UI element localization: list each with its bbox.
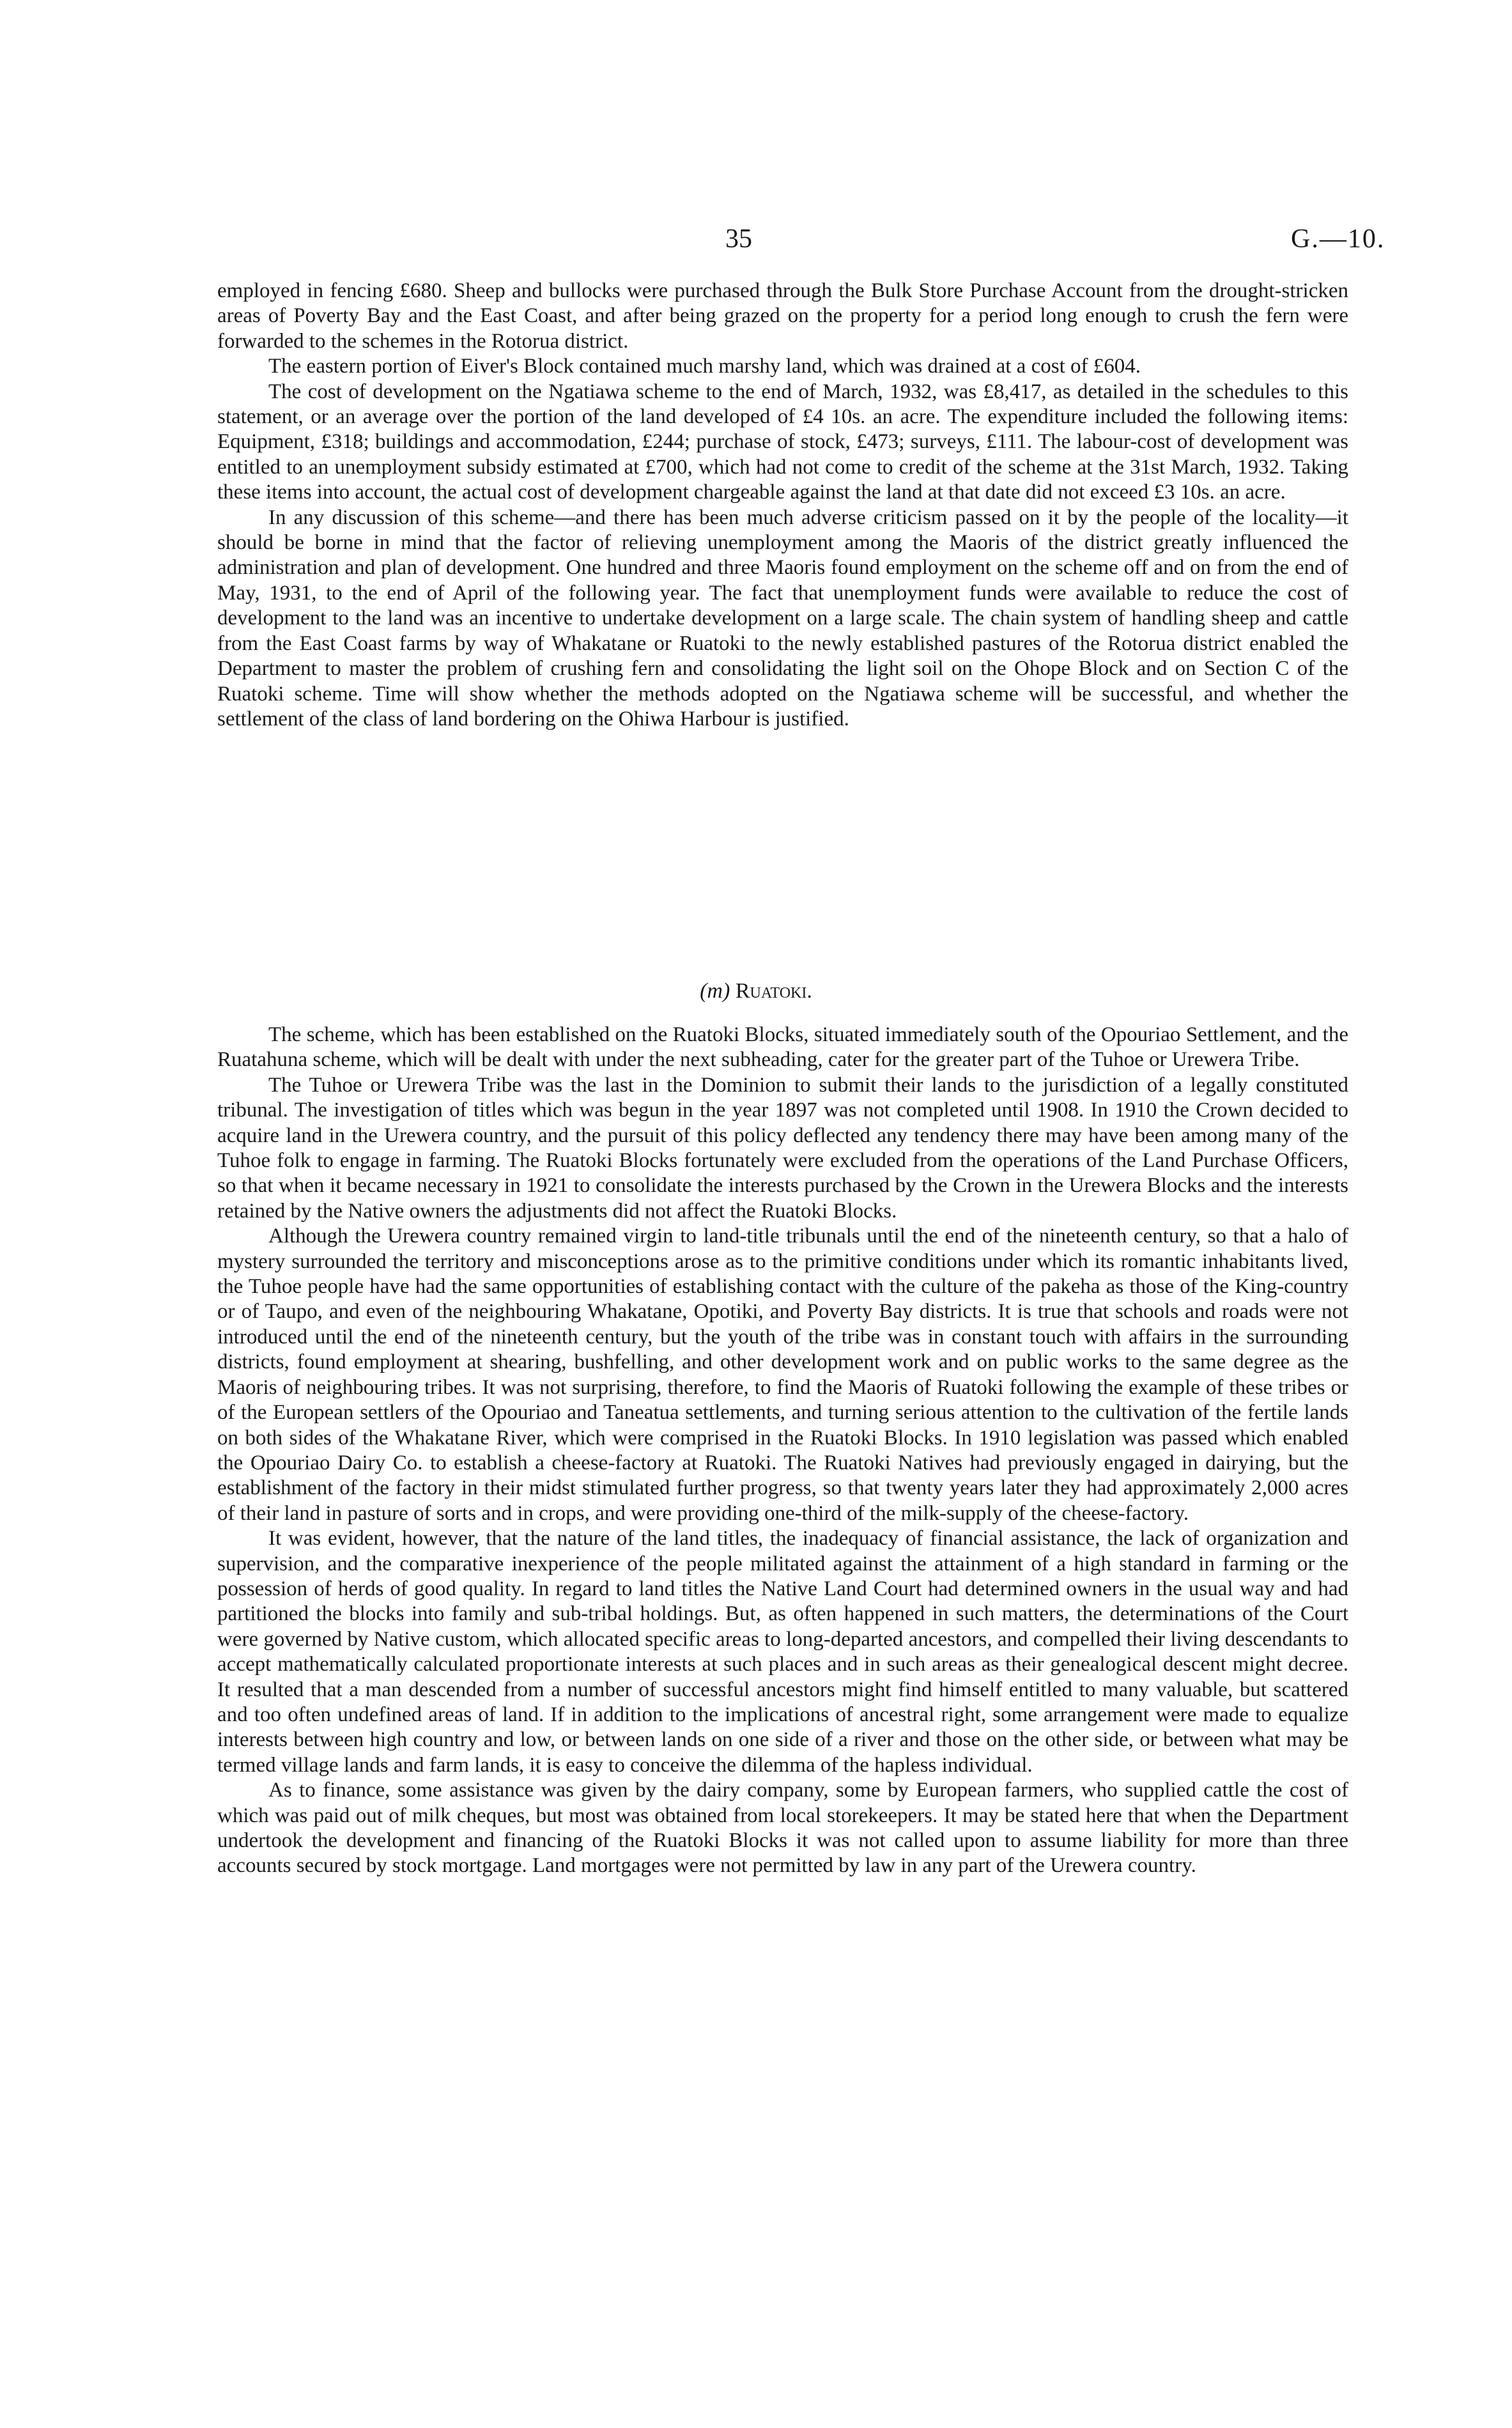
ruatoki-section-body: [217, 1023, 1348, 1879]
paragraph: Although the Urewera country remained virgin to land-title tribunals until the end of the nineteenth century, so that a halo of mystery surrounded the territory and misconceptions arose as to the primitive conditions under which its romantic inhabitants lived, the Tuhoe people have had the same opportunities of establishing contact with the culture of the pakeha as those of the King-country or of Taupo, and even of the neighbouring Whakatane, Opotiki, and Poverty Bay districts. It is true that schools and roads were not introduced until the end of the nineteenth century, but the youth of the tribe was in constant touch with affairs in the surrounding districts, found employment at shearing, bushfelling, and other development work and on public works to the same degree as the Maoris of neighbouring tribes. It was not surprising, therefore, to find the Maoris of Ruatoki following the example of these tribes or of the European settlers of the Opouriao and Taneatua settlements, and turning serious attention to the cultivation of the fertile lands on both sides of the Whakatane River, which were comprised in the Ruatoki Blocks. In 1910 legislation was passed which enabled the Opouriao Dairy Co. to establish a cheese-factory at Ruatoki. The Ruatoki Natives had previously engaged in dairying, but the establishment of the factory in their midst stimulated further progress, so that twenty years later they had approximately 2,000 acres of their land in pasture of sorts and in crops, and were providing one-third of the milk-supply of the cheese-factory.: [217, 1225, 1348, 1525]
paragraph: As to finance, some assistance was given by the dairy company, some by European farmers, who supplied cattle the cost of which was paid out of milk cheques, but most was obtained from local storekeepers. It may be stated here that when the Department undertook the development and financing of the Ruatoki Blocks it was not called upon to assume liability for more than three accounts secured by stock mortgage. Land mortgages were not permitted by law in any part of the Urewera country.: [217, 1779, 1348, 1878]
paragraph: The scheme, which has been established on the Ruatoki Blocks, situated immediately south of the Opouriao Settlement, and the Ruatahuna scheme, which will be dealt with under the next subheading, cater for the greater part of the Tuhoe or Urewera Tribe.: [217, 1023, 1348, 1072]
section-letter: (m): [700, 979, 730, 1003]
ngatiawa-section-body: [217, 279, 1348, 732]
paragraph: The eastern portion of Eiver's Block contained much marshy land, which was drained at a cost of £604.: [268, 355, 1141, 378]
paragraph: The Tuhoe or Urewera Tribe was the last in the Dominion to submit their lands to the jurisdiction of a legally constituted tribunal. The investigation of titles which was begun in the year 1897 was not completed until 1908. In 1910 the Crown decided to acquire land in the Urewera country, and the pursuit of this policy deflected any tendency there may have been among many of the Tuhoe folk to engage in farming. The Ruatoki Blocks fortunately were excluded from the operations of the Land Purchase Officers, so that when it became necessary in 1921 to consolidate the interests purchased by the Crown in the Urewera Blocks and the interests retained by the Native owners the adjustments did not affect the Ruatoki Blocks.: [217, 1073, 1348, 1223]
section-heading-ruatoki: [0, 979, 1512, 1003]
paragraph: employed in fencing £680. Sheep and bullocks were purchased through the Bulk Store Purchase Account from the drought-stricken areas of Poverty Bay and the East Coast, and after being grazed on the property for a period long enough to crush the fern were forwarded to the schemes in the Rotorua district.: [217, 279, 1348, 353]
paragraph: It was evident, however, that the nature of the land titles, the inadequacy of financial assistance, the lack of organization and supervision, and the comparative inexperience of the people militated against the attainment of a high standard in farming or the possession of herds of good quality. In regard to land titles the Native Land Court had determined owners in the usual way and had partitioned the blocks into family and sub-tribal holdings. But, as often happened in such matters, the determinations of the Court were governed by Native custom, which allocated specific areas to long-departed ancestors, and compelled their living descendants to accept mathematically calculated proportionate interests at such places and in such areas as their genealogical descent might decree. It resulted that a man descended from a number of successful ancestors might find himself entitled to many valuable, but scattered and too often undefined areas of land. If in addition to the implications of ancestral right, some arrangement were made to equalize interests between high country and low, or between lands on one side of a river and those on the other side, or between what may be termed village lands and farm lands, it is easy to conceive the dilemma of the hapless individual.: [217, 1527, 1348, 1777]
page-number: 35: [725, 224, 752, 254]
document-reference: G.—10.: [1291, 224, 1385, 254]
paragraph: The cost of development on the Ngatiawa scheme to the end of March, 1932, was £8,417, as detailed in the schedules to this statement, or an average over the portion of the land developed of £4 10s. an acre. The expenditure included the following items: Equipment, £318; buildings and accommodation, £244; purchase of stock, £473; surveys, £111. The labour-cost of development was entitled to an unemployment subsidy estimated at £700, which had not come to credit of the scheme at the 31st March, 1932. Taking these items into account, the actual cost of development chargeable against the land at that date did not exceed £3 10s. an acre.: [217, 380, 1348, 504]
section-title: Ruatoki.: [735, 979, 812, 1003]
paragraph: In any discussion of this scheme—and there has been much adverse criticism passed on it by the people of the locality—it should be borne in mind that the factor of relieving unemployment among the Maoris of the district greatly influenced the administration and plan of development. One hundred and three Maoris found employment on the scheme off and on from the end of May, 1931, to the end of April of the following year. The fact that unemployment funds were available to reduce the cost of development to the land was an incentive to undertake development on a large scale. The chain system of handling sheep and cattle from the East Coast farms by way of Whakatane or Ruatoki to the newly established pastures of the Rotorua district enabled the Department to master the problem of crushing fern and consolidating the light soil on the Ohope Block and on Section C of the Ruatoki scheme. Time will show whether the methods adopted on the Ngatiawa scheme will be successful, and whether the settlement of the class of land bordering on the Ohiwa Harbour is justified.: [217, 506, 1348, 731]
